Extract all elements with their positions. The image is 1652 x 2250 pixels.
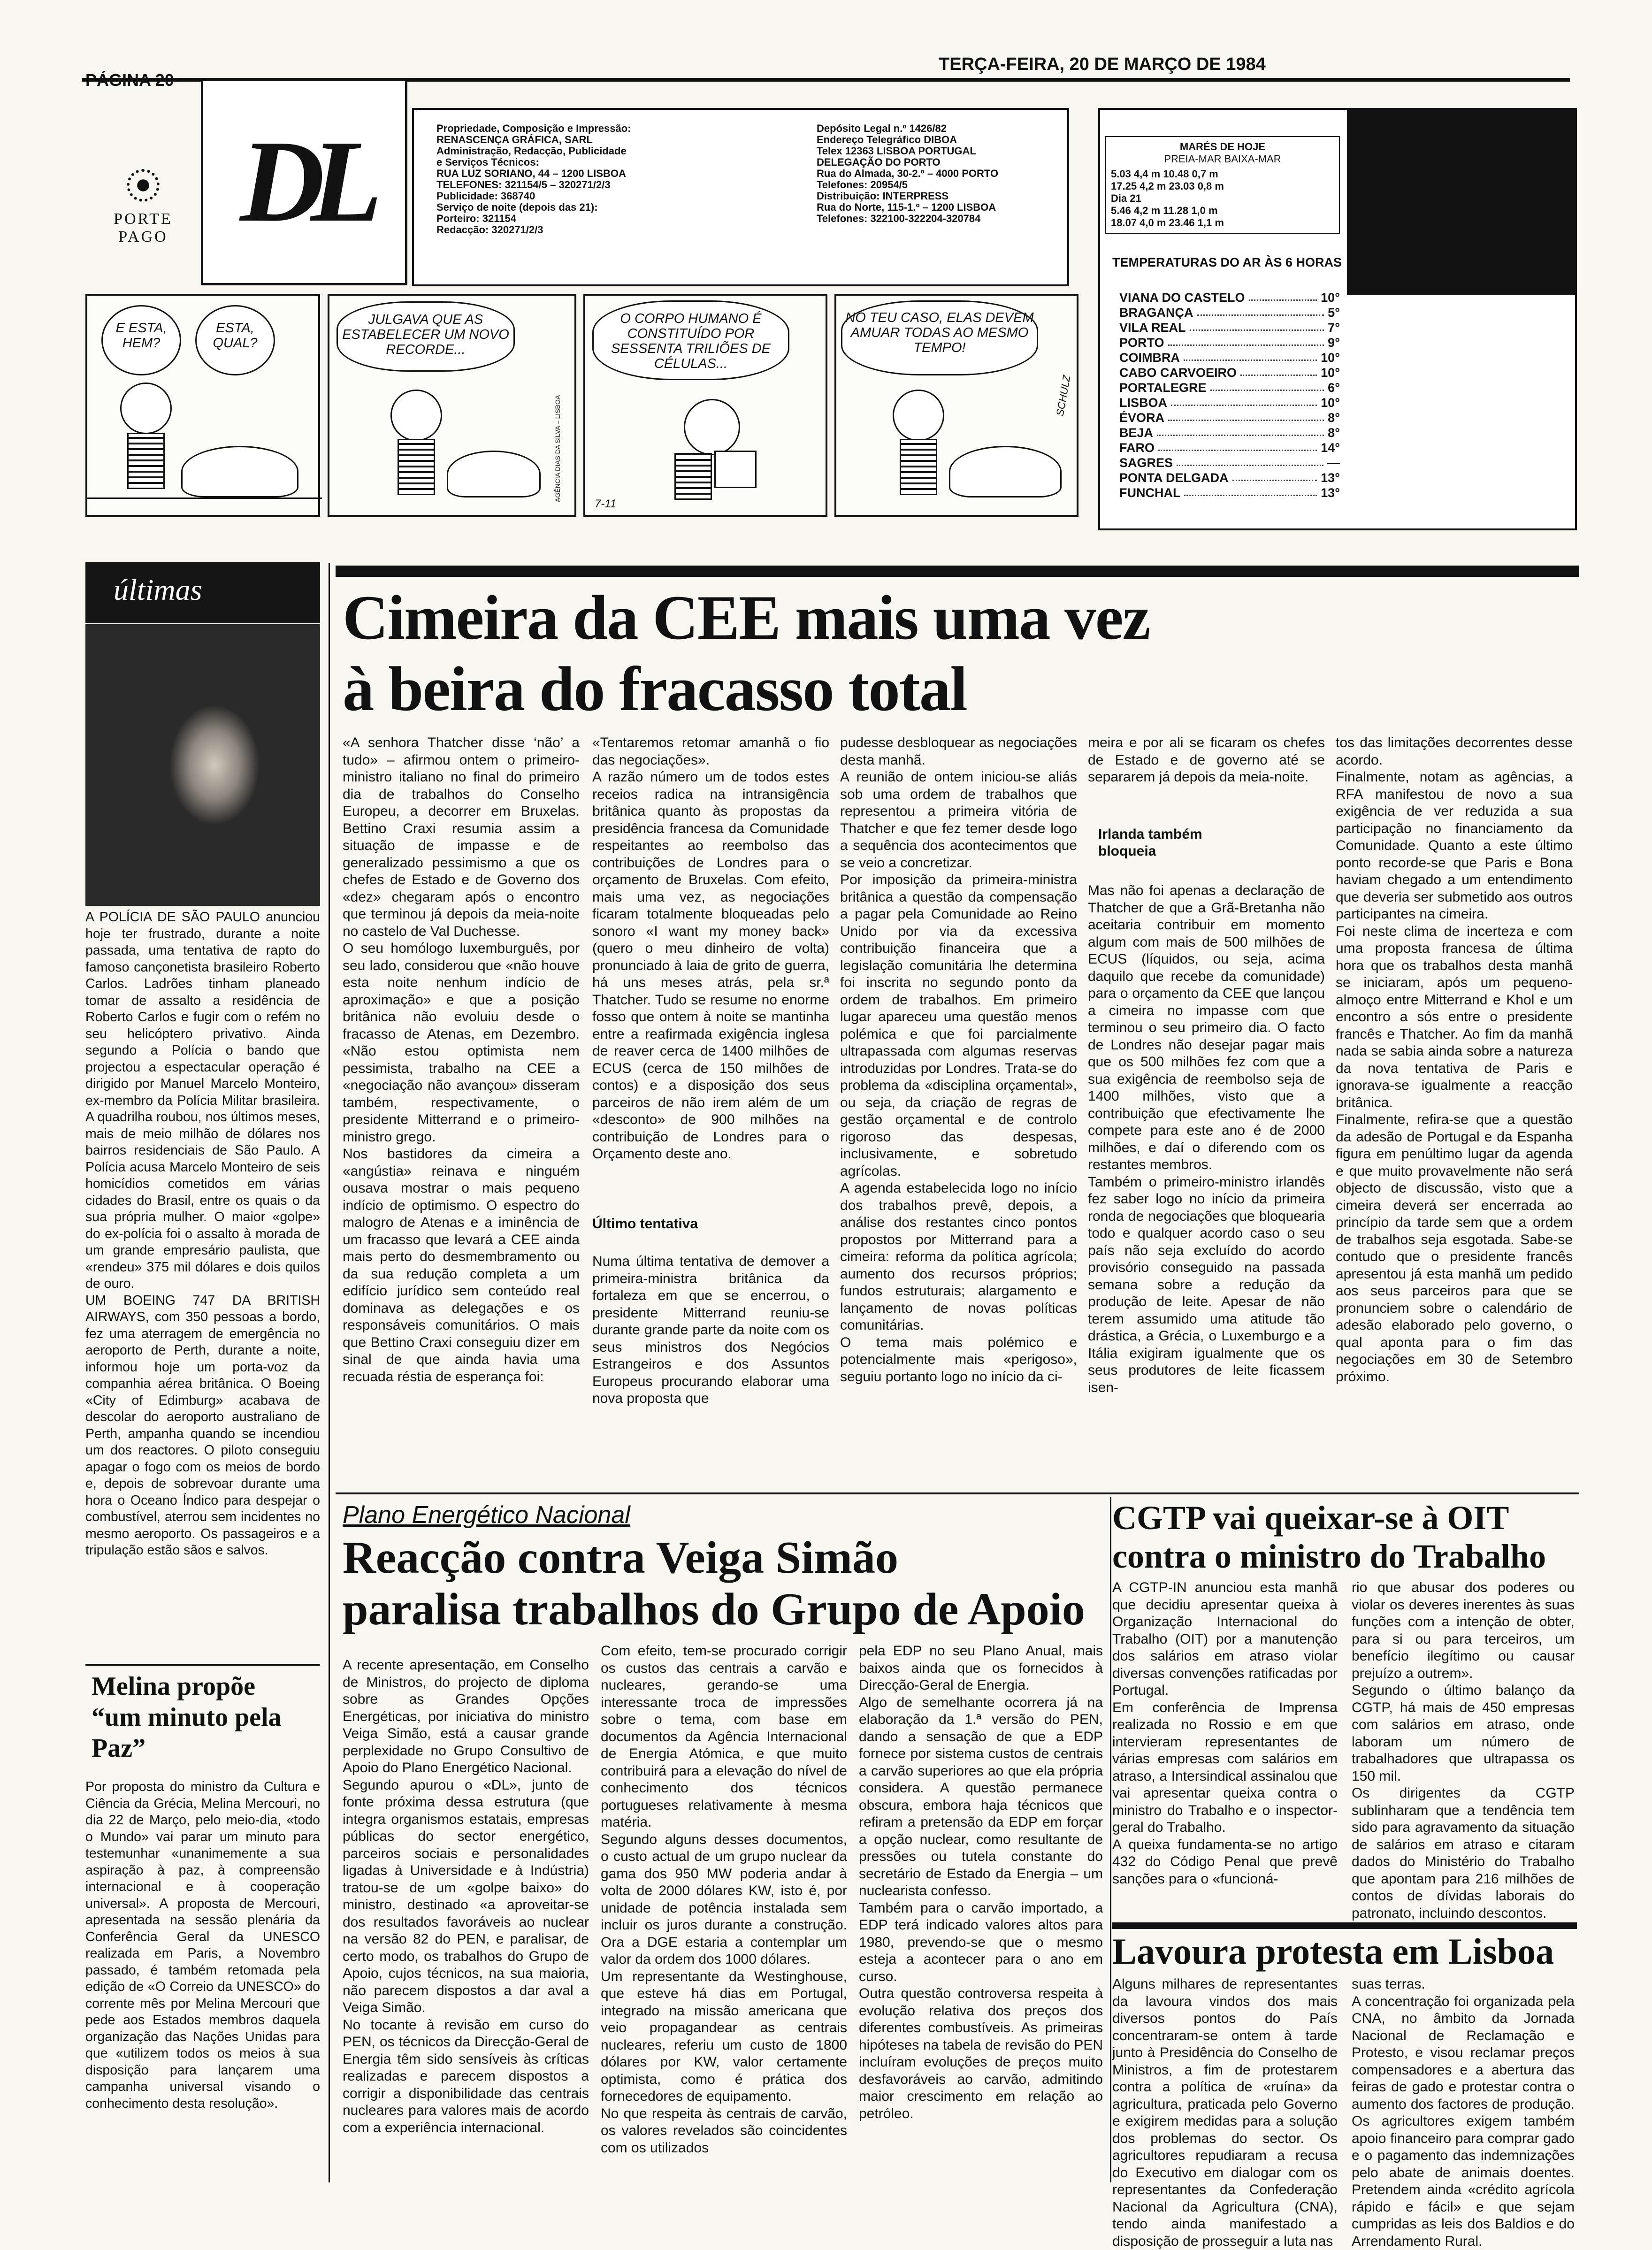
logo-text: DL: [240, 116, 368, 246]
masthead-logo: [201, 79, 407, 285]
comic-panel-4: [834, 294, 1078, 517]
cgtp-column-1: A CGTP-IN anunciou esta manhã que decidiu apresentar queixa à Organização Internacional do Trabalho (OIT) por a manutenção dos salários em atraso violar diversas convenções ratificadas por Portugal. Em conferência de Imprensa realizada no Rossio e em que intervieram representantes de várias empresas com salários em atraso, a Intersindical assinalou que vai apresentar queixa contra o ministro do Trabalho e o inspector-geral do Trabalho. A queixa fundamenta-se no artigo 432 do Código Penal que prevê sanções para o «funcioná-: [1112, 1580, 1338, 1887]
melina-article: Por proposta do ministro da Cultura e Ciência da Grécia, Melina Mercouri, no dia 22 de Março, pelo meio-dia, «todo o Mundo» vai parar um minuto para testemunhar «unanimemente a sua aspiração à paz, à compreensão internacional e à cooperação universal». A proposta de Mercouri, apresentada na sessão plenária da Conferência Geral da UNESCO realizada em Paris, a Novembro passado, é também retomada pela edição de «O Correio da UNESCO» do corrente mês por Melina Mercouri que pede aos Estados membros daquela organização das Nações Unidas para que «utilizem todos os meios à sua disposição para lançarem uma campanha universal visando o conhecimento desta resolução».: [85, 1779, 320, 2111]
ultimas-photo: [85, 624, 320, 906]
ultimas-briefs: A POLÍCIA DE SÃO PAULO anunciou hoje ter frustrado, durante a noite passada, uma tentativa de rapto do famoso cançonetista brasileiro Roberto Carlos. Ladrões tinham planeado tomar de assalto a residência de Roberto Carlos e fugir com o refém no seu helicóptero privativo. Ainda segundo a Polícia o bando que projectou a espectacular operação é dirigido por Manuel Marcelo Monteiro, ex-membro da Polícia Militar brasileira. A quadrilha roubou, nos últimos meses, mais de meio milhão de dólares nos bairros residenciais de São Paulo. A Polícia acusa Marcelo Monteiro de seis homicídios cometidos em várias cidades do Brasil, entre os quais o da sua própria mulher. O maior «golpe» do ex-polícia foi o assalto à morada de um grande empresário paulista, que «rendeu» 375 mil dólares e dois quilos de ouro. UM BOEING 747 DA BRITISH AIRWAYS, com 350 pessoas a bordo, fez uma aterragem de emergência no aeroporto de Perth, durante a noite, informou hoje um porta-voz da companhia aérea britânica. O Boeing «City of Edimburg» acabava de descolar do aeroporto australiano de Perth, ampanha quando se incendiou um dos reactores. O piloto conseguiu apagar o fogo com os meios de bordo e, depois de sobrevoar durante uma hora o Oceano Índico para despejar o combustível, aterrou sem incidentes no mesmo aeroporto. Os passageiros e a tripulação estão sãos e salvos.: [85, 910, 320, 1558]
agency-credit: AGÊNCIA DIAS DA SILVA – LISBOA: [554, 395, 561, 502]
issue-date: TERÇA-FEIRA, 20 DE MARÇO DE 1984: [939, 54, 1266, 74]
temp-row: VILA REAL 7°: [1119, 321, 1340, 335]
temp-row: VIANA DO CASTELO 10°: [1119, 291, 1340, 305]
temp-row: PORTO 9°: [1119, 336, 1340, 350]
dark-corner: [1347, 110, 1575, 295]
comic-panel-1: [85, 294, 320, 517]
veiga-column-1: A recente apresentação, em Conselho de Ministros, do projecto de diploma sobre as Grandes Opções Energéticas, por iniciativa do ministro Veiga Simão, está a causar grande perplexidade no Grupo Consultivo de Apoio do Plano Energético Nacional. Segundo apurou o «DL», junto de fonte próxima dessa estrutura (que integra organismos estatais, empresas públicas do sector energético, parceiros sociais e personalidades ligadas à Universidade e à Indústria) tratou-se de um «golpe baixo» do ministro, destinado «a aproveitar-se dos resultados favoráveis ao nuclear na versão 82 do PEN, e paralisar, de certo modo, os trabalhos do Grupo de Apoio, cujos técnicos, na sua maioria, não parecem dispostos a dar aval a Veiga Simão. No tocante à revisão em curso do PEN, os técnicos da Direcção-Geral de Energia têm sido sensíveis às críticas realizadas e parecem dispostos a corrigir a disponibilidade das centrais nucleares para valores mais de acordo com a experiência internacional.: [343, 1657, 589, 2135]
cee-top-rule: [336, 566, 1579, 577]
ultimas-label: últimas: [114, 573, 202, 606]
ultimas-banner: [85, 562, 320, 623]
lavoura-column-2: suas terras. A concentração foi organizada pela CNA, no âmbito da Jornada Nacional de Reclamação e Protesto, e visou reclamar preços compensadores e a abertura das feiras de gado e protestar contra o aumento dos factores de produção. Os agricultores exigem também apoio financeiro para comprar gado e o pagamento das indemnizações pelo abate de animais doentes. Pretendem ainda «crédito agrícola rápido e fácil» e que sejam cumpridas as leis dos Baldios e do Arrendamento Rural.: [1352, 1976, 1575, 2249]
paper-icon: [714, 451, 757, 488]
tides-subtitle: PREIA-MAR BAIXA-MAR: [1164, 153, 1281, 165]
lavoura-column-1: Alguns milhares de representantes da lavoura vindos dos mais diversos pontos do País concentraram-se ontem à tarde junto à Presidência do Conselho de Ministros, a fim de protestarem contra a política de «ruína» da agricultura, praticada pelo Governo e exigirem medidas para a solução dos problemas do sector. Os agricultores repudiaram a recusa do Executivo em dialogar com os representantes da Confederação Nacional da Agricultura (CNA), tendo ainda manifestado a disposição de prosseguir a luta nas: [1112, 1976, 1338, 2249]
section-rule: [336, 1492, 1579, 1494]
temp-row: COIMBRA 10°: [1119, 351, 1340, 365]
character-body-icon: [127, 433, 165, 489]
artist-signature: SCHULZ: [1054, 374, 1073, 417]
cee-column-4b: Mas não foi apenas a declaração de Thatcher de que a Grã-Bretanha não aceitaria contribuir em momento algum com mais de 500 milhões de ECUS (líquidos, ou seja, acima daquilo que recebe da comunidade) para o orçamento da CEE que lançou a cimeira no impasse com que terminou o seu primeiro dia. O facto de Londres não desejar pagar mais que os 500 milhões fez com que a sua exigência de reembolso seja de 1400 milhões, visto que a contribuição que efectivamente lhe compete para este ano é de 2000 milhões, e daí o diferendo com os restantes membros. Também o primeiro-ministro irlandês fez saber logo no início da primeira ronda de negociações que bloquearia todo e qualquer acordo caso o seu país não seja excluído do acordo provisório conseguido na passada semana sobre a redução da produção de leite. Apesar de não terem assumido uma atitude tão drástica, a Grécia, o Luxemburgo e a Itália exigiram igualmente que os seus produtores de leite ficassem isen-: [1088, 883, 1325, 1395]
cee-headline-1: Cimeira da CEE mais uma vez: [343, 583, 1150, 653]
melina-headline: Melina propõe “um minuto pela Paz”: [92, 1672, 282, 1763]
porte-label: PORTE: [114, 210, 173, 228]
tides-table: 5.03 4,4 m 10.48 0,7 m 17.25 4,2 m 23.03 0,8 m Dia 21 5.46 4,2 m 11.28 1,0 m 18.07 4,0 m 23.46 1,1 m: [1111, 168, 1224, 229]
character-icon: [390, 390, 442, 441]
cee-column-1: «A senhora Thatcher disse ‘não’ a tudo» – afirmou ontem o primeiro-ministro italiano no final do primeiro dia de trabalhos do Conselho Europeu, a decorrer em Bruxelas. Bettino Craxi resumia assim a situação de impasse e de generalizado pessimismo a que os chefes de Estado e de Governo dos «dez» chegaram após o encontro que terminou já depois da meia-noite no castelo de Val Duchesse. O seu homólogo luxemburguês, por seu lado, considerou que «não houve esta noite nenhum indício de aproximação» e que a posição britânica não evoluiu desde o fracasso de Atenas, em Dezembro. «Não estou optimista nem pessimista, trabalho na CEE a «negociação não avançou» disseram também, respectivamente, o presidente Mitterrand e o primeiro-ministro grego. Nos bastidores da cimeira a «angústia» reinava e ninguém ousava mostrar o mais pequeno indício de optimismo. O espectro do malogro de Atenas e a iminência de um fracasso que levará a CEE ainda mais perto do desmembramento ou da sua redução completa a um edifício jurídico sem conteúdo real dominava as delegações e os responsáveis comunitários. O mais que Bettino Craxi conseguiu dizer em sinal de que ainda havia uma recuada réstia de esperança foi:: [343, 735, 580, 1385]
comic-balloon: O CORPO HUMANO É CONSTITUÍDO POR SESSENTA TRILIÕES DE CÉLULAS...: [592, 300, 789, 380]
veiga-kicker: Plano Energético Nacional: [343, 1501, 630, 1529]
porte-pago-stamp: [96, 169, 190, 277]
comic-panel-2: [328, 294, 576, 517]
character-icon: [684, 399, 740, 455]
character-body-icon: [900, 439, 937, 495]
temp-row: BEJA 8°: [1119, 426, 1340, 440]
cee-column-5: tos das limitações decorrentes desse acordo. Finalmente, notam as agências, a RFA manifestou de novo a sua exigência de ver reduzida a sua participação no financiamento da Comunidade. Quanto a este último ponto recorde-se que Paris e Bona haviam chegado a um entendimento que deveria ser submetido aos outros participantes na cimeira. Foi neste clima de incerteza e com uma proposta francesa de última hora que os trabalhos desta manhã se iniciaram, após um pequeno-almoço entre Mitterrand e Khol e um encontro a sós entre o presidente francês e Thatcher. Ao fim da manhã nada se sabia ainda sobre a natureza da nova tentativa de Paris e ignorava-se igualmente a reacção britânica. Finalmente, refira-se que a questão da adesão de Portugal e da Espanha figura em penúltimo lugar da agenda e que muito provavelmente não será objecto de discussão, visto que a cimeira deverá ser encerrada ao princípio da tarde sem que a ordem de trabalhos seja esgotada. Sabe-se contudo que o presidente francês apresentou já esta manhã um pedido aos seus parceiros para que se pronunciem sobre o calendário de adesão elaborado pelo governo, o qual aponta para o fim das negociações em 30 de Setembro próximo.: [1336, 735, 1573, 1385]
cee-column-2: «Tentaremos retomar amanhã o fio das negociações». A razão número um de todos estes receios radica na intransigência britânica quanto às propostas da presidência francesa da Comunidade respeitantes ao reembolso das contribuições de Londres para o orçamento de Bruxelas. Com efeito, mais uma vez, as negociações ficaram totalmente bloqueadas pelo sonoro «I want my money back» (quero o meu dinheiro de volta) pronunciado à laia de grito de guerra, há uns meses atrás, pela sr.ª Thatcher. Tudo se resume no enorme fosso que ontem à noite se mantinha entre a reafirmada exigência inglesa de reaver cerca de 1400 milhões de ECUS (cerca de 150 milhões de contos) e a disposição dos seus parceiros de não irem além de um «desconto» de 900 milhões na contribuição de Londres para o Orçamento deste ano.: [592, 735, 829, 1162]
veiga-column-3: pela EDP no seu Plano Anual, mais baixos ainda que os fornecidos à Direcção-Geral de Energia. Algo de semelhante ocorrera já na elaboração da 1.ª versão do PEN, dando a sensação de que a EDP fornece por sistema custos de centrais a carvão superiores ao que ela própria considera. A questão permanece obscura, embora haja técnicos que refiram a pretensão da EDP em forçar a opção nuclear, como resultante de pressões ou tutela constante do secretário de Estado da Energia – um nuclearista confesso. Também para o carvão importado, a EDP terá indicado valores altos para 1980, prevendo-se que o mesmo esteja a acontecer para o ano em curso. Outra questão controversa respeita à evolução relativa dos preços dos diferentes combustíveis. As primeiras hipóteses na tabela de revisão do PEN incluíram evoluções de preços muito desfavoráveis ao carvão, admitindo maior crescimento em relação ao petróleo.: [859, 1643, 1103, 2121]
character-body-icon: [674, 453, 712, 500]
masthead-publisher: Propriedade, Composição e Impressão: RENASCENÇA GRÁFICA, SARL Administração, Redacção, Publicidade e Serviços Técnicos: RUA LUZ SORIANO, 44 – 1200 LISBOA TELEFONES: 321154/5 – 320271/2/3 Publicidade: 368740 Serviço de noite (depois das 21): Porteiro: 321154 Redacção: 320271/2/3: [436, 122, 631, 236]
character-body-icon: [398, 439, 435, 495]
strip-date: 7-11: [595, 497, 617, 510]
cgtp-headline-2: contra o ministro do Trabalho: [1112, 1538, 1546, 1575]
comic-panel-3: [583, 294, 827, 517]
temp-row: SAGRES —: [1119, 456, 1340, 470]
comic-balloon: E ESTA, HEM?: [101, 305, 181, 375]
crest-icon: [127, 169, 160, 202]
comic-balloon: NO TEU CASO, ELAS DEVEM AMUAR TODAS AO MESMO TEMPO!: [841, 300, 1038, 375]
masthead-delegation: Depósito Legal n.º 1426/82 Endereço Telegráfico DIBOA Telex 12363 LISBOA PORTUGAL DELEGAÇÃO DO PORTO Rua do Almada, 30-2.º – 4000 PORTO Telefones: 20954/5 Distribuição: INTERPRESS Rua do Norte, 115-1.º – 1200 LISBOA Telefones: 322100-322204-320784: [817, 122, 999, 224]
temp-row: PORTALEGRE 6°: [1119, 381, 1340, 395]
temp-row: ÉVORA 8°: [1119, 411, 1340, 425]
pago-label: PAGO: [118, 228, 168, 245]
cee-subhead-1: Último tentativa: [592, 1216, 698, 1232]
temp-row: BRAGANÇA 5°: [1119, 306, 1340, 320]
ground-line: [87, 497, 322, 499]
rock-icon: [949, 446, 1062, 497]
rock-icon: [181, 446, 298, 497]
comic-balloon: ESTA, QUAL?: [195, 305, 275, 375]
lavoura-top-rule: [1112, 1922, 1577, 1929]
cee-column-2b: Numa última tentativa de demover a primeira-ministra britânica da fortaleza em que se encerrou, o presidente Mitterrand reuniu-se durante grande parte da noite com os seus ministros dos Negócios Estrangeiros e dos Assuntos Europeus procurando elaborar uma nova proposta que: [592, 1254, 829, 1406]
cgtp-headline-1: CGTP vai queixar-se à OIT: [1112, 1499, 1509, 1537]
rock-icon: [447, 451, 541, 497]
temps-list: [1119, 290, 1340, 500]
temp-row: PONTA DELGADA 13°: [1119, 471, 1340, 485]
temp-row: FUNCHAL 13°: [1119, 486, 1340, 500]
column-separator: [329, 563, 330, 2182]
cgtp-column-2: rio que abusar dos poderes ou violar os deveres inerentes às suas funções com a intenção de obter, para si ou para terceiros, um benefício ilegítimo ou causar prejuízo a outrem». Segundo o último balanço da CGTP, há mais de 450 empresas com salários em atraso, onde laboram um número de trabalhadores que ultrapassa os 150 mil. Os dirigentes da CGTP sublinharam que a tendência tem sido para agravamento da situação de salários em atraso e citaram dados do Ministério do Trabalho que apontam para 216 milhões de contos de dívidas laborais do patronato, incluindo descontos.: [1352, 1580, 1575, 1921]
cee-column-3: pudesse desbloquear as negociações desta manhã. A reunião de ontem iniciou-se aliás sob uma ordem de trabalhos que representou a primeira vitória de Thatcher e que fez temer desde logo a sequência dos acontecimentos que se veio a concretizar. Por imposição da primeira-ministra britânica a questão da compensação a pagar pela Comunidade ao Reino Unido por via da excessiva contribuição financeira que a legislação comunitária lhe determina foi inscrita no segundo ponto da ordem de trabalhos. Em primeiro lugar apareceu uma questão menos polémica e que foi parcialmente ultrapassada com algumas reservas introduzidas por Londres. Trata-se do problema da «disciplina orçamental», ou seja, da criação de regras de gestão orçamental e de controlo rigoroso das despesas, inclusivamente, e sobretudo agrícolas. A agenda estabelecida logo no início dos trabalhos prevê, depois, a análise dos restantes cinco pontos propostos por Mitterrand para a cimeira: reforma da política agrícola; aumento dos recursos próprios; fundos estruturais; alargamento e lançamento de novas políticas comunitárias. O tema mais polémico e potencialmente mais «perigoso», seguiu portanto logo no início da ci-: [840, 735, 1077, 1385]
tides-panel: [1105, 136, 1340, 234]
column-separator: [1110, 1497, 1111, 2182]
temps-title: TEMPERATURAS DO AR ÀS 6 HORAS: [1112, 255, 1342, 269]
temp-row: FARO 14°: [1119, 441, 1340, 455]
veiga-headline-2: paralisa trabalhos do Grupo de Apoio: [343, 1584, 1085, 1635]
character-icon: [120, 383, 172, 434]
temp-row: CABO CARVOEIRO 10°: [1119, 366, 1340, 380]
comic-balloon: JULGAVA QUE AS ESTABELECER UM NOVO RECORDE...: [337, 301, 515, 372]
veiga-column-2: Com efeito, tem-se procurado corrigir os custos das centrais a carvão e nucleares, gerando-se uma interessante troca de impressões sobre o tema, com base em documentos da Agência Internacional de Energia Atómica, e que muito contribuirá para a elevação do nível de conhecimento dos técnicos portugueses relativamente à mesma matéria. Segundo alguns desses documentos, o custo actual de um grupo nuclear da gama dos 950 MW poderia andar à volta de 2000 dólares KW, isto é, por unidade de potência instalada sem incluir os juros durante a construção. Ora a DGE estaria a contemplar um valor da ordem dos 1000 dólares. Um representante da Westinghouse, que esteve há dias em Portugal, integrado na missão americana que veio propagandear as centrais nucleares, referiu um custo de 1800 dólares por KW, valor certamente optimista, como é prática dos fornecedores de equipamento. No que respeita às centrais de carvão, os valores revelados são coincidentes com os utilizados: [601, 1643, 847, 2156]
cee-column-4: meira e por ali se ficaram os chefes de Estado e de governo até se separarem já depois da meia-noite.: [1088, 735, 1325, 785]
cee-headline-2: à beira do fracasso total: [343, 654, 967, 724]
melina-rule: [85, 1664, 320, 1666]
veiga-headline-1: Reacção contra Veiga Simão: [343, 1532, 898, 1583]
lavoura-headline: Lavoura protesta em Lisboa: [1112, 1931, 1554, 1972]
character-icon: [893, 390, 944, 441]
cee-subhead-2: Irlanda também bloqueia: [1098, 827, 1202, 859]
tides-title: MARÉS DE HOJE: [1179, 141, 1266, 153]
temp-row: LISBOA 10°: [1119, 396, 1340, 410]
